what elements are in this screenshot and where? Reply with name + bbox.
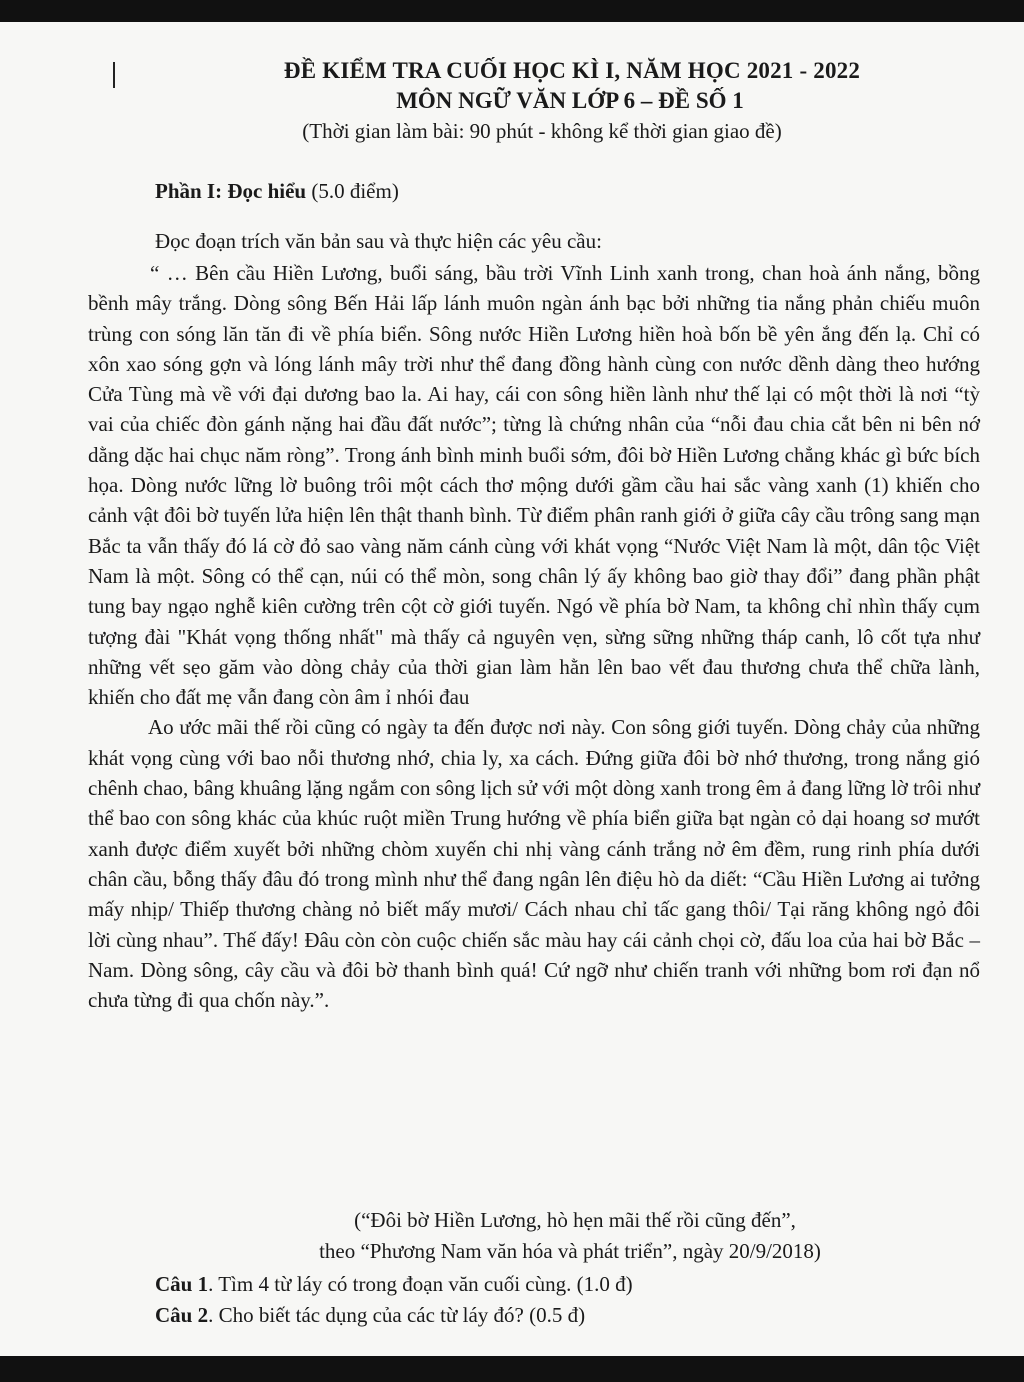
question-text: . Cho biết tác dụng của các từ láy đó? (0.5 đ) [208, 1303, 586, 1327]
exam-page [0, 22, 1024, 1356]
section-heading [155, 179, 399, 204]
question-text: . Tìm 4 từ láy có trong đoạn văn cuối cùng. (1.0 đ) [208, 1272, 633, 1296]
question-1 [155, 1272, 633, 1297]
source-publication: theo “Phương Nam văn hóa và phát triển”, ngày 20/9/2018) [319, 1239, 821, 1263]
passage-paragraph: “ … Bên cầu Hiền Lương, buổi sáng, bầu trời Vĩnh Linh xanh trong, chan hoà ánh nắng, bồng bềnh mây trắng. Dòng sông Bến Hải lấp lánh muôn ngàn ánh bạc bởi những tia nắng phản chiếu muôn trùng con sóng lăn tăn đi về phía biển. Sông nước Hiền Lương hiền hoà bốn bề yên ắng đến lạ. Chỉ có xôn xao sóng gợn và lóng lánh mây trời như thể đang đồng hành cùng con nước dềnh dàng theo hướng Cửa Tùng mà về với đại dương bao la. Ai hay, cái con sông hiền lành như thế lại có một thời là nơi “tỳ vai của chiếc đòn gánh nặng hai đầu đất nước”; từng là chứng nhân của “nỗi đau chia cắt bên ni bên nớ dằng dặc hai chục năm ròng”. Trong ánh bình minh buổi sớm, đôi bờ Hiền Lương chẳng khác gì bức bích họa. Dòng nước lững lờ buông trôi một cách thơ mộng dưới gầm cầu hai sắc vàng xanh (1) khiến cho cảnh vật đôi bờ tuyến lửa hiện lên thật thanh bình. Từ điểm phân ranh giới ở giữa cây cầu trông sang mạn Bắc ta vẫn thấy đó lá cờ đỏ sao vàng năm cánh cùng với khát vọng “Nước Việt Nam là một, dân tộc Việt Nam là một. Sông có thể cạn, núi có thể mòn, song chân lý ấy không bao giờ thay đổi” đang phần phật tung bay ngạo nghễ kiên cường trên cột cờ giới tuyến. Ngó về phía bờ Nam, ta không chỉ nhìn thấy cụm tượng đài "Khát vọng thống nhất" mà thấy cả nguyên vẹn, sừng sững những tháp canh, lô cốt tựa như những vết sẹo găm vào dòng chảy của thời gian làm hằn lên bao vết đau thương chưa thể chữa lành, khiến cho đất mẹ vẫn đang còn âm ỉ nhói đau [88, 261, 980, 710]
section-points: (5.0 điểm) [311, 179, 399, 203]
question-label: Câu 2 [155, 1303, 209, 1327]
exam-title: ĐỀ KIỂM TRA CUỐI HỌC KÌ I, NĂM HỌC 2021 - 2022 [283, 58, 861, 83]
subject-title: MÔN NGỮ VĂN LỚP 6 – ĐỀ SỐ 1 [396, 88, 744, 113]
section-label: Phần I: Đọc hiểu [155, 179, 307, 203]
reading-instruction: Đọc đoạn trích văn bản sau và thực hiện các yêu cầu: [155, 229, 602, 253]
question-label: Câu 1 [155, 1272, 209, 1296]
question-2 [155, 1303, 585, 1328]
time-note: (Thời gian làm bài: 90 phút - không kể thời gian giao đề) [302, 119, 782, 143]
reading-passage [88, 258, 980, 1015]
source-citation: (“Đôi bờ Hiền Lương, hò hẹn mãi thế rồi cũng đến”, [354, 1208, 796, 1232]
passage-paragraph: Ao ước mãi thế rồi cũng có ngày ta đến được nơi này. Con sông giới tuyến. Dòng chảy của những khát vọng cùng với bao nỗi thương nhớ, chia ly, xa cách. Đứng giữa đôi bờ nhớ thương, trong nắng gió chênh chao, bâng khuâng lặng ngắm con sông lịch sử với một dòng xanh trong êm ả đang lững lờ trôi như thể bao con sông khác của khúc ruột miền Trung hướng về phía biển giữa bạt ngàn cỏ dại hoang sơ mướt xanh được điểm xuyết bởi những chòm xuyến chi nhị vàng cánh trắng nở êm đềm, rung rinh phía dưới chân cầu, bỗng thấy đâu đó trong mình như thể đang ngân lên điệu hò da diết: “Cầu Hiền Lương ai tưởng mấy nhịp/ Thiếp thương chàng nỏ biết mấy mươi/ Cách nhau chỉ tấc gang thôi/ Tại răng không ngỏ đôi lời cùng nhau”. Thế đấy! Đâu còn còn cuộc chiến sắc màu hay cái cảnh chọi cờ, đấu loa của hai bờ Bắc – Nam. Dòng sông, cây cầu và đôi bờ thanh bình quá! Cứ ngỡ như chiến tranh với những bom rơi đạn nổ chưa từng đi qua chốn này.”. [88, 715, 980, 1013]
